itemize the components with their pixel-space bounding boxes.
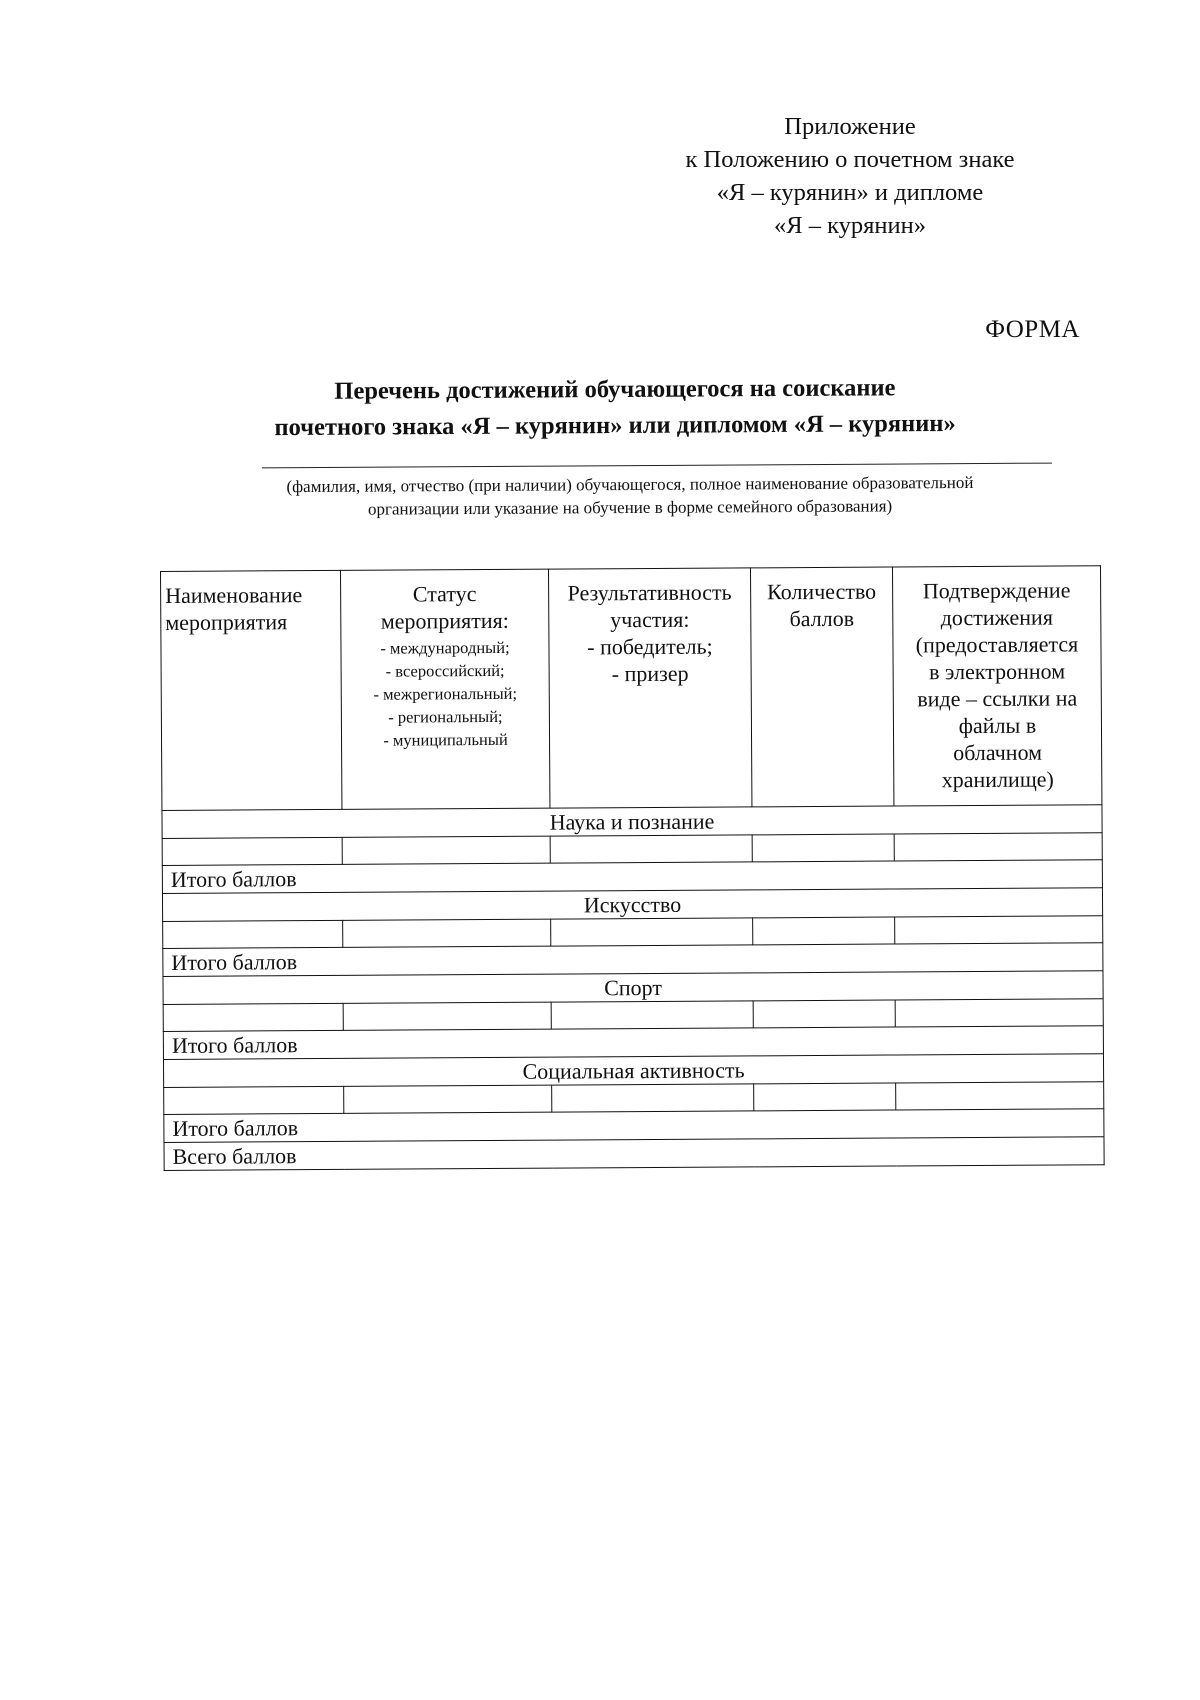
entry-cell-result[interactable]	[550, 835, 752, 863]
header-participation-result: Результативность участия: - победитель; - призер	[548, 568, 751, 808]
header-event-status: Статус мероприятия: - международный; - всероссийский; - межрегиональный; - региональный; - муниципальный	[340, 569, 549, 809]
status-options-list	[345, 636, 545, 752]
entry-cell-points[interactable]	[753, 1000, 895, 1028]
caption-line: (фамилия, имя, отчество (при наличии) обучающегося, полное наименование образовательной	[286, 472, 974, 497]
form-label: ФОРМА	[985, 316, 1080, 343]
entry-cell-event-name[interactable]	[164, 1086, 344, 1114]
entry-cell-points[interactable]	[752, 834, 894, 862]
entry-cell-points[interactable]	[754, 1083, 896, 1111]
section-title: Наука и познание	[162, 805, 1102, 839]
appendix-header	[620, 110, 1080, 242]
entry-cell-result[interactable]	[551, 918, 753, 946]
document-title	[140, 369, 1090, 447]
section-title: Социальная активность	[163, 1054, 1103, 1088]
header-points: Количество баллов	[750, 567, 893, 807]
entry-cell-confirmation[interactable]	[894, 833, 1102, 861]
entry-cell-confirmation[interactable]	[895, 999, 1103, 1027]
grand-total-label: Всего баллов	[164, 1137, 1104, 1171]
title-line: почетного знака «Я – курянин» или дипломом «Я – курянин»	[274, 409, 956, 442]
title-line: Перечень достижений обучающегося на соискание	[334, 374, 896, 405]
entry-cell-status[interactable]	[343, 1002, 551, 1030]
entry-cell-confirmation[interactable]	[896, 1082, 1104, 1110]
fill-line-caption	[190, 470, 1070, 521]
section-total-label: Итого баллов	[162, 860, 1102, 894]
appendix-line: «Я – курянин» и дипломе	[716, 179, 984, 206]
status-option: - региональный;	[388, 706, 503, 727]
appendix-line: Приложение	[784, 113, 916, 140]
section-total-label: Итого баллов	[164, 1109, 1104, 1143]
status-option: - международный;	[380, 637, 510, 658]
entry-cell-status[interactable]	[342, 836, 550, 864]
grand-total-row	[164, 1137, 1104, 1171]
entry-cell-result[interactable]	[552, 1084, 754, 1112]
entry-cell-confirmation[interactable]	[895, 916, 1103, 944]
entry-cell-event-name[interactable]	[163, 920, 343, 948]
entry-cell-points[interactable]	[753, 917, 895, 945]
section-title: Спорт	[163, 971, 1103, 1005]
status-option: - муниципальный	[383, 729, 508, 750]
status-option: - межрегиональный;	[373, 683, 518, 704]
entry-cell-result[interactable]	[551, 1001, 753, 1029]
header-event-name: Наименование мероприятия	[161, 570, 342, 810]
section-title: Искусство	[162, 888, 1102, 922]
section-total-label: Итого баллов	[163, 943, 1103, 977]
appendix-line: к Положению о почетном знаке	[685, 146, 1015, 173]
entry-cell-event-name[interactable]	[163, 1003, 343, 1031]
status-option: - всероссийский;	[385, 660, 505, 681]
appendix-line: «Я – курянин»	[773, 212, 926, 239]
entry-cell-status[interactable]	[344, 1085, 552, 1113]
table-header-row	[161, 566, 1102, 811]
section-total-label: Итого баллов	[163, 1026, 1103, 1060]
achievements-table	[160, 565, 1105, 1171]
caption-line: организации или указание на обучение в форме семейного образования)	[367, 496, 893, 519]
entry-cell-status[interactable]	[343, 919, 551, 947]
header-confirmation: Подтверждение достижения (предоставляется в электронном виде – ссылки на файлы в облачном хранилище)	[892, 566, 1101, 806]
name-fill-line[interactable]	[262, 463, 1052, 469]
entry-cell-event-name[interactable]	[162, 837, 342, 865]
